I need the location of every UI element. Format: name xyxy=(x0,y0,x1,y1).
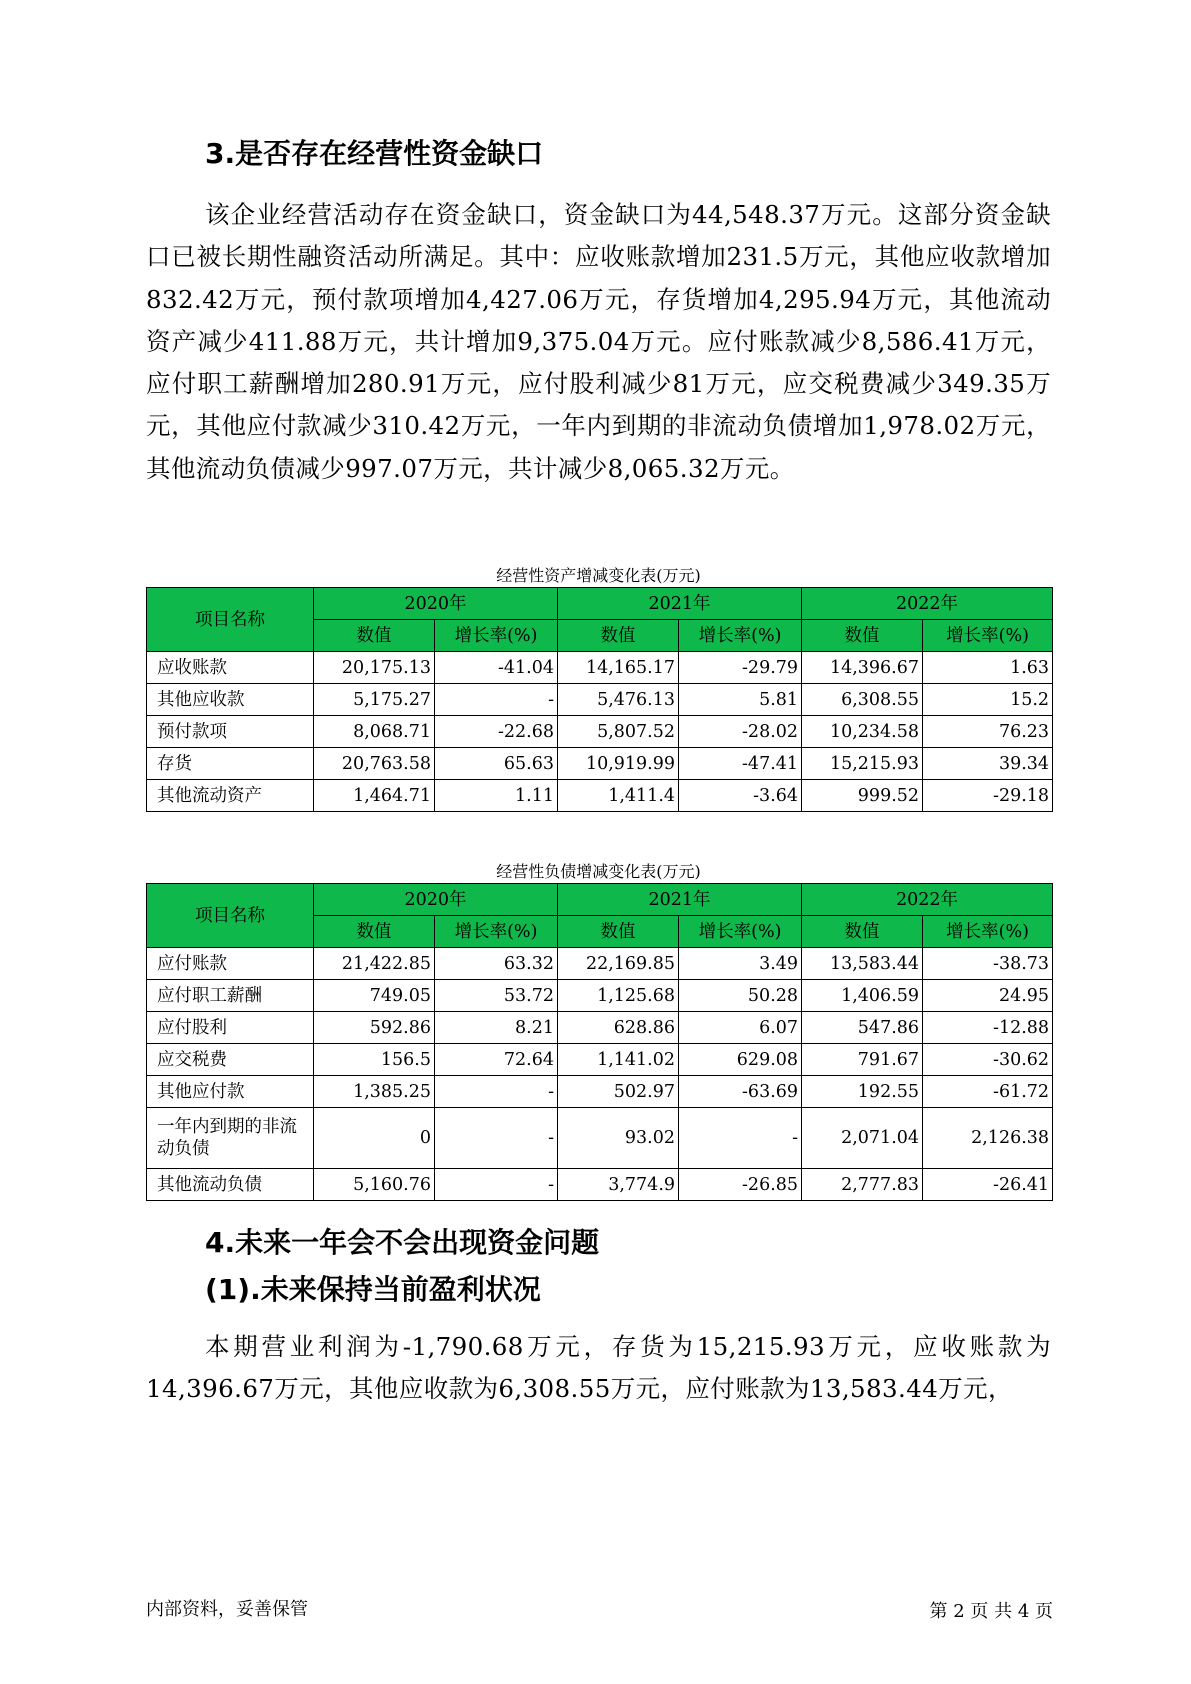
growth-rate-cell: - xyxy=(435,1076,558,1108)
growth-rate-cell: 1.63 xyxy=(923,652,1053,684)
growth-rate-cell: 72.64 xyxy=(435,1044,558,1076)
growth-rate-cell: -29.79 xyxy=(679,652,802,684)
header-year-2021: 2021年 xyxy=(558,884,802,916)
value-cell: 156.5 xyxy=(314,1044,435,1076)
value-cell: 13,583.44 xyxy=(802,948,923,980)
asset-table-body xyxy=(147,652,1053,812)
header-value: 数值 xyxy=(802,620,923,652)
value-cell: 749.05 xyxy=(314,980,435,1012)
growth-rate-cell: -30.62 xyxy=(923,1044,1053,1076)
header-item-name: 项目名称 xyxy=(147,884,314,948)
value-cell: 192.55 xyxy=(802,1076,923,1108)
table-row xyxy=(147,1076,1053,1108)
value-cell: 10,919.99 xyxy=(558,748,679,780)
header-year-2022: 2022年 xyxy=(802,588,1053,620)
table-row xyxy=(147,780,1053,812)
growth-rate-cell: 629.08 xyxy=(679,1044,802,1076)
liability-table-caption: 经营性负债增减变化表(万元) xyxy=(496,862,701,881)
header-value: 数值 xyxy=(314,620,435,652)
value-cell: 5,476.13 xyxy=(558,684,679,716)
growth-rate-cell: - xyxy=(679,1108,802,1169)
footer-confidential-note: 内部资料，妥善保管 xyxy=(146,1599,308,1620)
growth-rate-cell: -29.18 xyxy=(923,780,1053,812)
growth-rate-cell: - xyxy=(435,1108,558,1169)
table-row xyxy=(147,1044,1053,1076)
growth-rate-cell: -26.85 xyxy=(679,1169,802,1201)
header-growth: 增长率(%) xyxy=(679,620,802,652)
value-cell: 1,385.25 xyxy=(314,1076,435,1108)
value-cell: 14,165.17 xyxy=(558,652,679,684)
growth-rate-cell: 24.95 xyxy=(923,980,1053,1012)
value-cell: 15,215.93 xyxy=(802,748,923,780)
growth-rate-cell: 39.34 xyxy=(923,748,1053,780)
row-item-name: 应收账款 xyxy=(147,652,314,684)
liability-change-table xyxy=(146,883,1053,1201)
growth-rate-cell: 5.81 xyxy=(679,684,802,716)
header-growth: 增长率(%) xyxy=(923,916,1053,948)
value-cell: 8,068.71 xyxy=(314,716,435,748)
value-cell: 20,763.58 xyxy=(314,748,435,780)
row-item-name: 其他流动负债 xyxy=(147,1169,314,1201)
row-item-name: 其他应收款 xyxy=(147,684,314,716)
asset-change-table xyxy=(146,587,1053,812)
section-4-heading: 4.未来一年会不会出现资金问题 xyxy=(205,1226,600,1259)
row-item-name: 应交税费 xyxy=(147,1044,314,1076)
value-cell: 3,774.9 xyxy=(558,1169,679,1201)
value-cell: 999.52 xyxy=(802,780,923,812)
table-row xyxy=(147,652,1053,684)
value-cell: 6,308.55 xyxy=(802,684,923,716)
row-item-name: 一年内到期的非流动负债 xyxy=(147,1108,314,1169)
growth-rate-cell: -3.64 xyxy=(679,780,802,812)
header-value: 数值 xyxy=(558,620,679,652)
value-cell: 1,464.71 xyxy=(314,780,435,812)
header-growth: 增长率(%) xyxy=(435,620,558,652)
value-cell: 2,777.83 xyxy=(802,1169,923,1201)
table-row xyxy=(147,684,1053,716)
growth-rate-cell: -47.41 xyxy=(679,748,802,780)
value-cell: 21,422.85 xyxy=(314,948,435,980)
growth-rate-cell: -26.41 xyxy=(923,1169,1053,1201)
table-row xyxy=(147,980,1053,1012)
value-cell: 502.97 xyxy=(558,1076,679,1108)
header-year-2022: 2022年 xyxy=(802,884,1053,916)
table-row xyxy=(147,1108,1053,1169)
value-cell: 791.67 xyxy=(802,1044,923,1076)
value-cell: 547.86 xyxy=(802,1012,923,1044)
value-cell: 1,406.59 xyxy=(802,980,923,1012)
growth-rate-cell: 8.21 xyxy=(435,1012,558,1044)
value-cell: 592.86 xyxy=(314,1012,435,1044)
growth-rate-cell: 50.28 xyxy=(679,980,802,1012)
header-value: 数值 xyxy=(802,916,923,948)
section-3-heading: 3.是否存在经营性资金缺口 xyxy=(205,137,544,170)
value-cell: 5,160.76 xyxy=(314,1169,435,1201)
header-growth: 增长率(%) xyxy=(923,620,1053,652)
section-4-subheading: (1).未来保持当前盈利状况 xyxy=(205,1273,541,1306)
row-item-name: 其他流动资产 xyxy=(147,780,314,812)
growth-rate-cell: 15.2 xyxy=(923,684,1053,716)
value-cell: 1,125.68 xyxy=(558,980,679,1012)
value-cell: 2,071.04 xyxy=(802,1108,923,1169)
header-value: 数值 xyxy=(558,916,679,948)
growth-rate-cell: 65.63 xyxy=(435,748,558,780)
growth-rate-cell: -22.68 xyxy=(435,716,558,748)
asset-table-caption: 经营性资产增减变化表(万元) xyxy=(496,566,701,585)
header-year-2021: 2021年 xyxy=(558,588,802,620)
value-cell: 628.86 xyxy=(558,1012,679,1044)
value-cell: 20,175.13 xyxy=(314,652,435,684)
growth-rate-cell: -61.72 xyxy=(923,1076,1053,1108)
header-item-name: 项目名称 xyxy=(147,588,314,652)
value-cell: 1,141.02 xyxy=(558,1044,679,1076)
value-cell: 0 xyxy=(314,1108,435,1169)
header-year-2020: 2020年 xyxy=(314,884,558,916)
footer-page-number: 第 2 页 共 4 页 xyxy=(929,1601,1053,1622)
value-cell: 5,807.52 xyxy=(558,716,679,748)
growth-rate-cell: -28.02 xyxy=(679,716,802,748)
table-row xyxy=(147,1012,1053,1044)
growth-rate-cell: -12.88 xyxy=(923,1012,1053,1044)
value-cell: 93.02 xyxy=(558,1108,679,1169)
value-cell: 1,411.4 xyxy=(558,780,679,812)
header-growth: 增长率(%) xyxy=(435,916,558,948)
value-cell: 14,396.67 xyxy=(802,652,923,684)
row-item-name: 预付款项 xyxy=(147,716,314,748)
section-4-paragraph: 本期营业利润为-1,790.68万元，存货为15,215.93万元，应收账款为14,396.67万元，其他应收款为6,308.55万元，应付账款为13,583.44万元， xyxy=(146,1332,1051,1404)
growth-rate-cell: -63.69 xyxy=(679,1076,802,1108)
table-row xyxy=(147,716,1053,748)
value-cell: 10,234.58 xyxy=(802,716,923,748)
table-row xyxy=(147,948,1053,980)
header-year-2020: 2020年 xyxy=(314,588,558,620)
section-3-paragraph: 该企业经营活动存在资金缺口，资金缺口为44,548.37万元。这部分资金缺口已被长期性融资活动所满足。其中：应收账款增加231.5万元，其他应收款增加832.42万元，预付款项增加4,427.06万元，存货增加4,295.94万元，其他流动资产减少411.88万元，共计增加9,375.04万元。应付账款减少8,586.41万元，应付职工薪酬增加280.91万元，应付股利减少81万元，应交税费减少349.35万元，其他应付款减少310.42万元，一年内到期的非流动负债增加1,978.02万元，其他流动负债减少997.07万元，共计减少8,065.32万元。 xyxy=(146,200,1051,483)
header-growth: 增长率(%) xyxy=(679,916,802,948)
growth-rate-cell: 1.11 xyxy=(435,780,558,812)
row-item-name: 应付账款 xyxy=(147,948,314,980)
growth-rate-cell: 3.49 xyxy=(679,948,802,980)
growth-rate-cell: 6.07 xyxy=(679,1012,802,1044)
row-item-name: 存货 xyxy=(147,748,314,780)
growth-rate-cell: 76.23 xyxy=(923,716,1053,748)
growth-rate-cell: 2,126.38 xyxy=(923,1108,1053,1169)
liability-table-body xyxy=(147,948,1053,1201)
table-row xyxy=(147,748,1053,780)
value-cell: 22,169.85 xyxy=(558,948,679,980)
growth-rate-cell: -38.73 xyxy=(923,948,1053,980)
row-item-name: 其他应付款 xyxy=(147,1076,314,1108)
growth-rate-cell: 53.72 xyxy=(435,980,558,1012)
row-item-name: 应付股利 xyxy=(147,1012,314,1044)
growth-rate-cell: -41.04 xyxy=(435,652,558,684)
row-item-name: 应付职工薪酬 xyxy=(147,980,314,1012)
value-cell: 5,175.27 xyxy=(314,684,435,716)
header-value: 数值 xyxy=(314,916,435,948)
growth-rate-cell: - xyxy=(435,1169,558,1201)
growth-rate-cell: 63.32 xyxy=(435,948,558,980)
growth-rate-cell: - xyxy=(435,684,558,716)
table-row xyxy=(147,1169,1053,1201)
